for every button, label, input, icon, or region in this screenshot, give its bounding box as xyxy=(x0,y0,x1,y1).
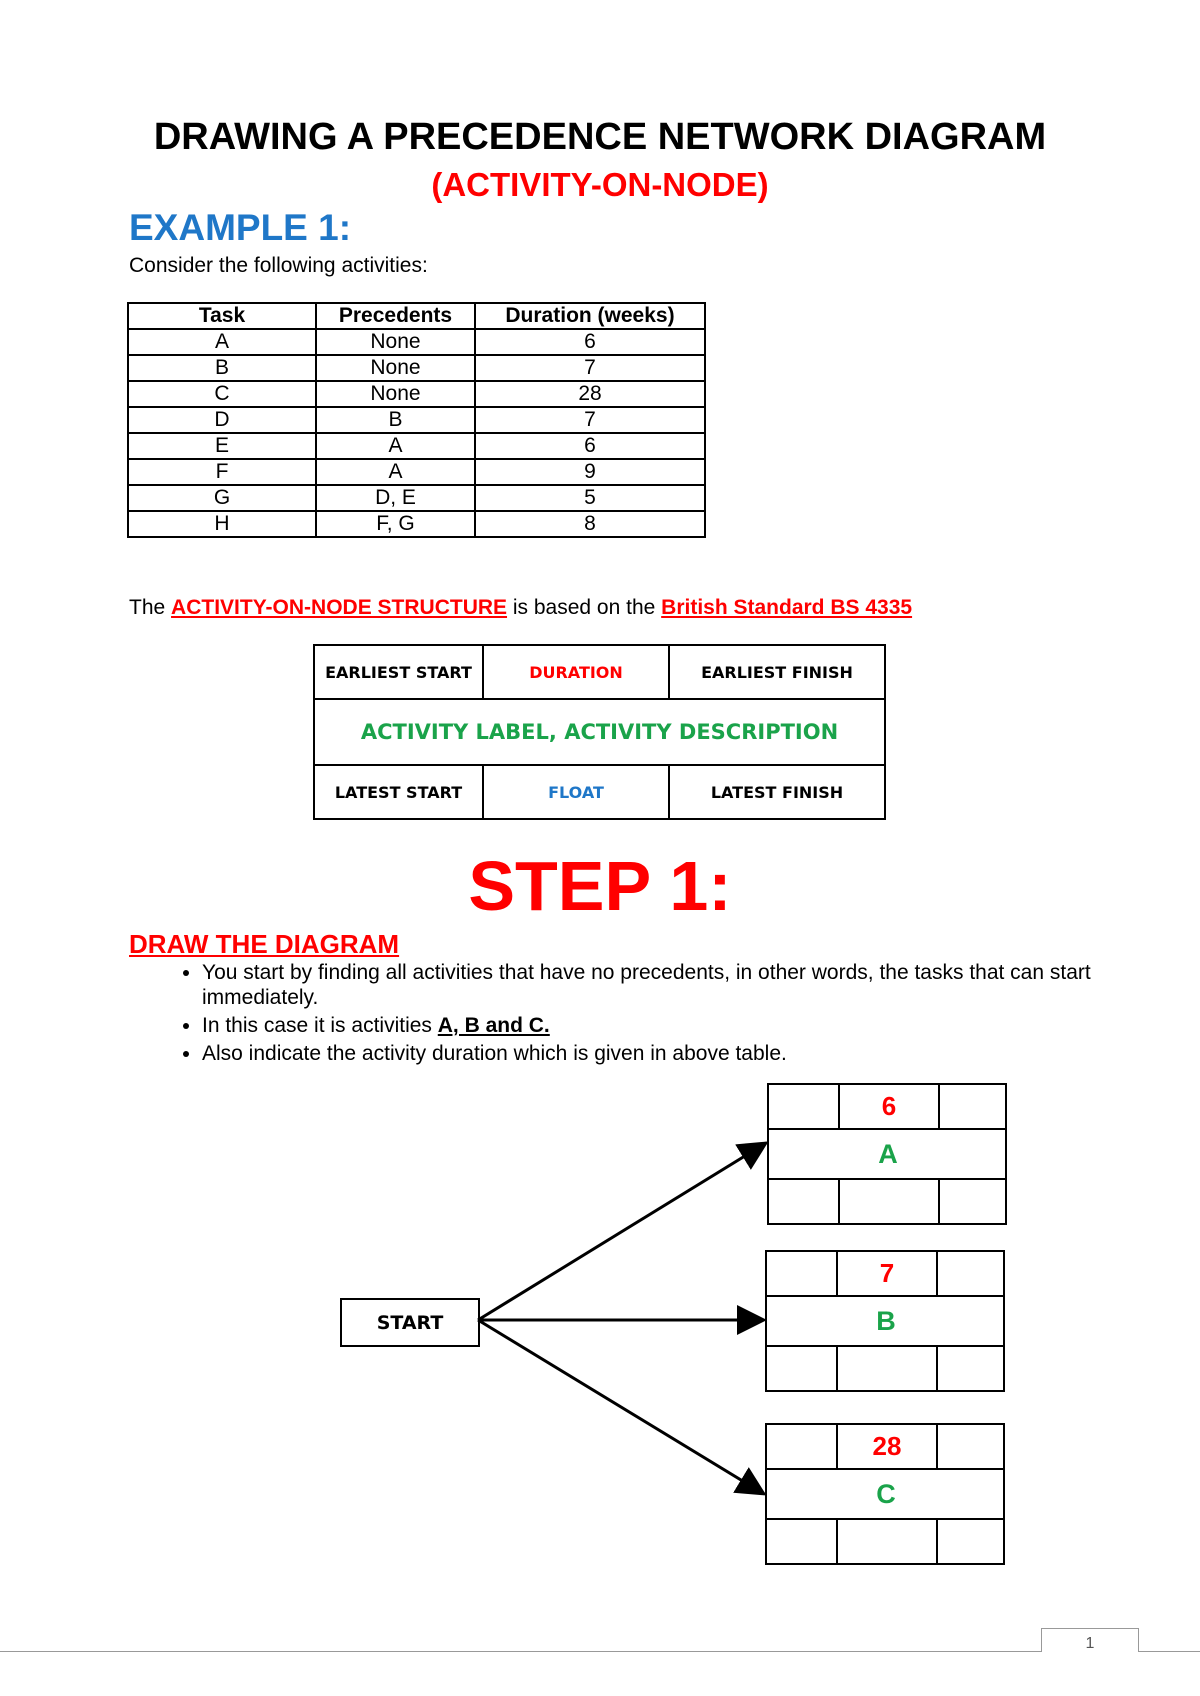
node-label: C xyxy=(767,1470,1005,1520)
legend-float: FLOAT xyxy=(483,765,669,819)
cell-task: H xyxy=(128,511,316,537)
activity-node xyxy=(767,1083,1007,1225)
cell-task: G xyxy=(128,485,316,511)
cell-duration: 9 xyxy=(475,459,705,485)
node-earliest-finish xyxy=(938,1425,1005,1470)
node-latest-start xyxy=(769,1180,840,1225)
cell-duration: 7 xyxy=(475,407,705,433)
cell-duration: 6 xyxy=(475,329,705,355)
node-latest-start xyxy=(767,1520,838,1565)
legend-latest-start: LATEST START xyxy=(314,765,483,819)
cell-task: C xyxy=(128,381,316,407)
cell-precedents: B xyxy=(316,407,475,433)
cell-duration: 8 xyxy=(475,511,705,537)
activity-node xyxy=(765,1250,1005,1392)
structure-middle: is based on the xyxy=(512,596,656,619)
cell-precedents: None xyxy=(316,355,475,381)
footer-divider xyxy=(0,1651,1200,1652)
cell-task: E xyxy=(128,433,316,459)
node-float xyxy=(838,1520,938,1565)
arrow-start-to-a xyxy=(478,1143,766,1320)
intro-text: Consider the following activities: xyxy=(129,254,428,277)
node-float xyxy=(838,1347,938,1392)
node-label: B xyxy=(767,1297,1005,1347)
node-earliest-start xyxy=(769,1085,840,1130)
header-duration: Duration (weeks) xyxy=(475,303,705,329)
node-latest-finish xyxy=(940,1180,1007,1225)
node-duration: 6 xyxy=(840,1085,940,1130)
node-earliest-start xyxy=(767,1252,838,1297)
cell-precedents: None xyxy=(316,329,475,355)
cell-task: F xyxy=(128,459,316,485)
node-duration: 28 xyxy=(838,1425,938,1470)
cell-task: D xyxy=(128,407,316,433)
legend-activity-label: ACTIVITY LABEL, ACTIVITY DESCRIPTION xyxy=(314,699,885,765)
structure-prefix: The xyxy=(129,596,166,619)
arrow-start-to-c xyxy=(478,1320,764,1494)
cell-precedents: A xyxy=(316,433,475,459)
cell-precedents: D, E xyxy=(316,485,475,511)
british-standard-link: British Standard BS 4335 xyxy=(661,596,913,619)
step-title: STEP 1: xyxy=(468,847,732,925)
legend-earliest-start: EARLIEST START xyxy=(314,645,483,699)
legend-latest-finish: LATEST FINISH xyxy=(669,765,885,819)
cell-duration: 6 xyxy=(475,433,705,459)
document-title: DRAWING A PRECEDENCE NETWORK DIAGRAM xyxy=(153,116,1047,158)
bullet2-text: In this case it is activities xyxy=(202,1014,432,1037)
header-task: Task xyxy=(128,303,316,329)
node-latest-finish xyxy=(938,1520,1005,1565)
cell-precedents: A xyxy=(316,459,475,485)
example-heading: EXAMPLE 1: xyxy=(129,207,352,248)
node-earliest-start xyxy=(767,1425,838,1470)
list-item: • Also indicate the activity duration which is given in above table. xyxy=(202,1041,1152,1066)
cell-duration: 28 xyxy=(475,381,705,407)
node-latest-finish xyxy=(938,1347,1005,1392)
cell-task: B xyxy=(128,355,316,381)
bullet2-activities: A, B and C. xyxy=(437,1014,550,1037)
cell-duration: 5 xyxy=(475,485,705,511)
list-item: • You start by finding all activities that have no precedents, in other words, the tasks that can start immediately. xyxy=(202,960,1152,1010)
node-earliest-finish xyxy=(938,1252,1005,1297)
header-precedents: Precedents xyxy=(316,303,475,329)
cell-duration: 7 xyxy=(475,355,705,381)
aon-structure-link: ACTIVITY-ON-NODE STRUCTURE xyxy=(171,596,508,619)
legend-earliest-finish: EARLIEST FINISH xyxy=(669,645,885,699)
node-label: A xyxy=(769,1130,1007,1180)
node-float xyxy=(840,1180,940,1225)
start-node: START xyxy=(340,1298,480,1347)
cell-precedents: None xyxy=(316,381,475,407)
node-earliest-finish xyxy=(940,1085,1007,1130)
node-duration: 7 xyxy=(838,1252,938,1297)
node-latest-start xyxy=(767,1347,838,1392)
document-subtitle: (ACTIVITY-ON-NODE) xyxy=(431,166,769,203)
step-subtitle: DRAW THE DIAGRAM xyxy=(129,929,400,959)
cell-task: A xyxy=(128,329,316,355)
cell-precedents: F, G xyxy=(316,511,475,537)
activity-node xyxy=(765,1423,1005,1565)
page-number: 1 xyxy=(1041,1628,1139,1652)
legend-duration: DURATION xyxy=(483,645,669,699)
